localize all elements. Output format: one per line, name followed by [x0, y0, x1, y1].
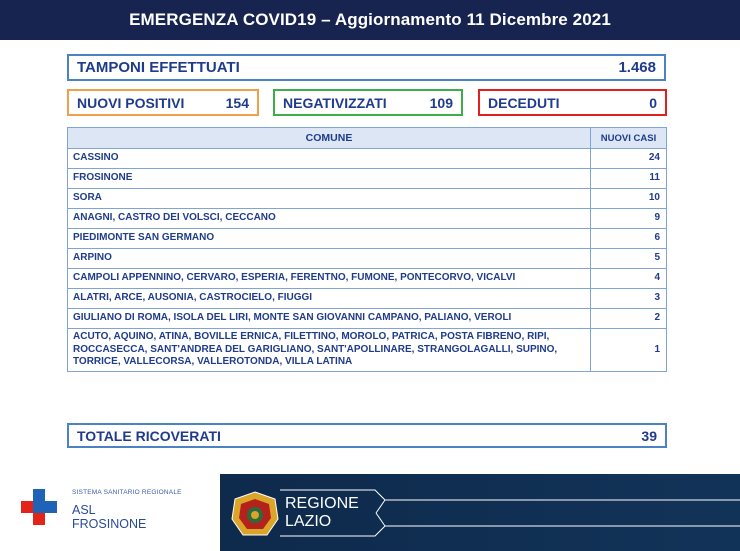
casi-cell: 1: [591, 329, 667, 372]
deceduti-box: [478, 89, 667, 116]
col-comune-header: COMUNE: [68, 128, 591, 149]
regione-lazio-seal-icon: [231, 491, 279, 539]
nuovi-positivi-box: [67, 89, 259, 116]
negativizzati-label: NEGATIVIZZATI: [283, 94, 387, 111]
comune-cell: ARPINO: [68, 249, 591, 269]
comune-cell: SORA: [68, 189, 591, 209]
table-row: [68, 189, 667, 209]
negativizzati-box: [273, 89, 463, 116]
lazio-line2: LAZIO: [285, 512, 332, 530]
negativizzati-value: 109: [429, 94, 453, 111]
table-row: [68, 209, 667, 229]
casi-cell: 24: [591, 149, 667, 169]
comune-cell: PIEDIMONTE SAN GERMANO: [68, 229, 591, 249]
casi-cell: 10: [591, 189, 667, 209]
table-row: [68, 249, 667, 269]
comune-cell: ACUTO, AQUINO, ATINA, BOVILLE ERNICA, FILETTINO, MOROLO, PATRICA, POSTA FIBRENO, RIPI, ROCCASECCA, SANT'ANDREA DEL GARIGLIANO, SANT'APOLLINARE, STRANGOLAGALLI, SUPINO, TORRICE, VALLECORSA, VALLEROTONDA, VILLA LATINA: [68, 329, 591, 372]
comune-cell: CAMPOLI APPENNINO, CERVARO, ESPERIA, FERENTNO, FUMONE, PONTECORVO, VICALVI: [68, 269, 591, 289]
table-row: [68, 309, 667, 329]
asl-subtitle: SISTEMA SANITARIO REGIONALE: [72, 489, 182, 496]
comune-cell: CASSINO: [68, 149, 591, 169]
comuni-table: [67, 127, 667, 372]
table-row: [68, 229, 667, 249]
comune-cell: FROSINONE: [68, 169, 591, 189]
asl-name: [72, 503, 146, 531]
table-row: [68, 269, 667, 289]
asl-name-line1: ASL: [72, 503, 96, 517]
totale-ricoverati-box: [67, 423, 667, 448]
table-row: [68, 149, 667, 169]
deceduti-value: 0: [649, 94, 657, 111]
page-title: EMERGENZA COVID19 – Aggiornamento 11 Dicembre 2021: [129, 10, 611, 29]
regione-lazio-text: [285, 495, 359, 530]
medical-cross-logo-icon: [19, 487, 59, 527]
tamponi-value: 1.468: [618, 59, 656, 76]
tamponi-label: TAMPONI EFFETTUATI: [77, 59, 240, 76]
casi-cell: 5: [591, 249, 667, 269]
casi-cell: 3: [591, 289, 667, 309]
casi-cell: 6: [591, 229, 667, 249]
nuovi-positivi-label: NUOVI POSITIVI: [77, 94, 185, 111]
casi-cell: 2: [591, 309, 667, 329]
comune-cell: ANAGNI, CASTRO DEI VOLSCI, CECCANO: [68, 209, 591, 229]
lazio-line1: REGIONE: [285, 495, 359, 512]
table-row: [68, 169, 667, 189]
table-row: [68, 289, 667, 309]
table-row: [68, 329, 667, 372]
table-header-row: [68, 128, 667, 149]
casi-cell: 9: [591, 209, 667, 229]
casi-cell: 11: [591, 169, 667, 189]
nuovi-positivi-value: 154: [225, 94, 249, 111]
tamponi-box: [67, 54, 666, 81]
ricoverati-value: 39: [641, 427, 657, 444]
col-casi-header: NUOVI CASI: [591, 128, 667, 149]
casi-cell: 4: [591, 269, 667, 289]
comune-cell: GIULIANO DI ROMA, ISOLA DEL LIRI, MONTE SAN GIOVANNI CAMPANO, PALIANO, VEROLI: [68, 309, 591, 329]
comune-cell: ALATRI, ARCE, AUSONIA, CASTROCIELO, FIUGGI: [68, 289, 591, 309]
asl-name-line2: FROSINONE: [72, 517, 147, 531]
ricoverati-label: TOTALE RICOVERATI: [77, 427, 221, 444]
page-title-bar: [0, 0, 740, 40]
deceduti-label: DECEDUTI: [488, 94, 560, 111]
